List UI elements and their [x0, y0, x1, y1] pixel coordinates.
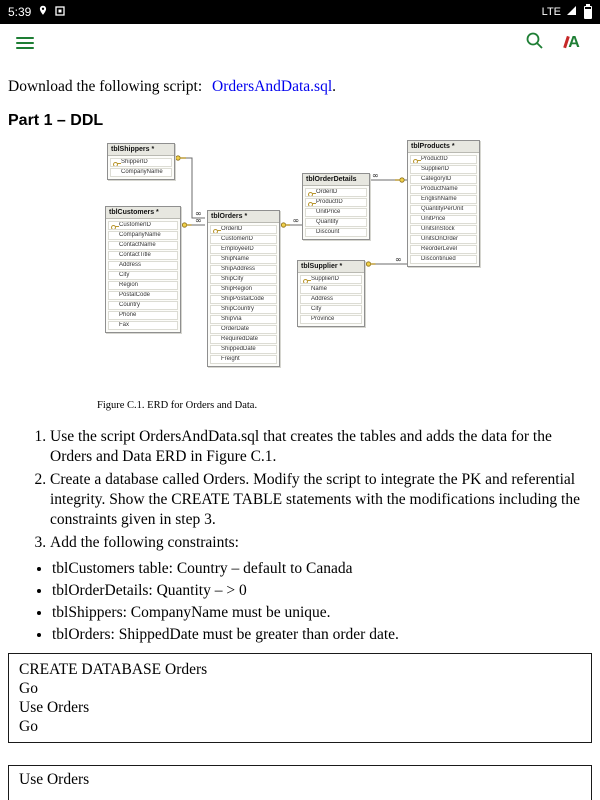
- erd-field: [410, 215, 477, 224]
- erd-field-name: ShipVia: [221, 316, 242, 322]
- erd-field: [410, 195, 477, 204]
- erd-field: [210, 295, 277, 304]
- reader-app-icon-letter: A: [568, 34, 580, 51]
- erd-field-name: ShipCity: [221, 276, 244, 282]
- primary-key-icon: [213, 229, 221, 233]
- erd-field-name: ReorderLevel: [421, 246, 458, 252]
- erd-field-name: UnitsInStock: [421, 226, 455, 232]
- one-cardinality-key-icon: [281, 223, 290, 227]
- erd-field-name: UnitPrice: [421, 216, 446, 222]
- erd-field-name: UnitPrice: [316, 209, 341, 215]
- erd-table-title: tblOrders *: [208, 211, 279, 223]
- erd-field: [210, 305, 277, 314]
- erd-field-name: Name: [311, 286, 328, 292]
- erd-field: [110, 158, 172, 167]
- one-cardinality-key-icon: [395, 178, 404, 182]
- intro-period: .: [332, 78, 337, 95]
- sql-box-1: [8, 653, 592, 743]
- sql-box-2: [8, 765, 592, 800]
- erd-field: [410, 235, 477, 244]
- primary-key-icon: [113, 162, 121, 166]
- one-cardinality-key-icon: [366, 262, 375, 266]
- many-cardinality-icon: ∞: [292, 216, 300, 225]
- erd-field: [108, 291, 178, 300]
- erd-field: [305, 208, 367, 217]
- erd-field-name: City: [119, 272, 130, 278]
- erd-field-name: SupplierID: [311, 276, 340, 282]
- erd-field: [108, 281, 178, 290]
- erd-field: [300, 315, 362, 324]
- erd-field: [300, 285, 362, 294]
- erd-field: [108, 311, 178, 320]
- erd-field-name: EnglishName: [421, 196, 457, 202]
- many-cardinality-icon: ∞: [395, 255, 402, 264]
- erd-field-name: ProductID: [316, 199, 343, 205]
- section-heading: Part 1 – DDL: [8, 112, 104, 129]
- erd-field-name: CustomerID: [221, 236, 254, 242]
- erd-field: [210, 345, 277, 354]
- numbered-item: 3. Add the following constraints:: [50, 533, 592, 553]
- erd-field: [108, 271, 178, 280]
- erd-field: [300, 305, 362, 314]
- erd-field: [305, 228, 367, 237]
- location-icon: [38, 5, 48, 19]
- erd-field: [108, 241, 178, 250]
- signal-icon: [566, 5, 577, 19]
- erd-field-name: OrderID: [221, 226, 243, 232]
- erd-field-name: ContactTitle: [119, 252, 151, 258]
- erd-table-supplier: [297, 260, 365, 327]
- erd-field-name: Province: [311, 316, 335, 322]
- erd-field: [410, 155, 477, 164]
- erd-field-name: Fax: [119, 322, 130, 328]
- erd-field: [410, 175, 477, 184]
- erd-table-title: tblSupplier *: [298, 261, 364, 273]
- erd-field-name: CategoryID: [421, 176, 452, 182]
- erd-field-name: ProductName: [421, 186, 458, 192]
- sql-line: Go: [19, 680, 38, 697]
- numbered-item: 1. Use the script OrdersAndData.sql that creates the tables and adds the data for the Orders and Data ERD in Figure C.1.: [50, 427, 592, 467]
- erd-field-name: ShipPostalCode: [221, 296, 265, 302]
- intro-paragraph: [8, 78, 592, 96]
- erd-field-name: CompanyName: [119, 232, 161, 238]
- erd-table-customers: [105, 206, 181, 333]
- status-bar: [0, 0, 600, 24]
- erd-field: [300, 295, 362, 304]
- numbered-list: [8, 427, 592, 553]
- erd-field: [110, 168, 172, 177]
- primary-key-icon: [111, 225, 119, 229]
- notification-icon: [55, 5, 65, 19]
- erd-field: [305, 198, 367, 207]
- erd-table-orderdetails: [302, 173, 370, 240]
- erd-field-name: OrderDate: [221, 326, 250, 332]
- bullet-item: • tblOrderDetails: Quantity – > 0: [52, 581, 592, 601]
- erd-field: [410, 225, 477, 234]
- battery-icon: [584, 6, 592, 19]
- erd-table-title: tblProducts *: [408, 141, 479, 153]
- app-toolbar: [0, 24, 600, 62]
- erd-field-name: Region: [119, 282, 139, 288]
- primary-key-icon: [308, 202, 316, 206]
- one-cardinality-key-icon: [182, 223, 191, 227]
- erd-table-title: tblOrderDetails: [303, 174, 369, 186]
- primary-key-icon: [303, 279, 311, 283]
- clock: 5:39: [8, 5, 32, 19]
- erd-table-title: tblShippers *: [108, 144, 174, 156]
- bullet-item: • tblCustomers table: Country – default to Canada: [52, 559, 592, 579]
- erd-field: [108, 261, 178, 270]
- erd-field: [410, 205, 477, 214]
- erd-field-name: CustomerID: [119, 222, 152, 228]
- bullet-item: • tblShippers: CompanyName must be unique.: [52, 603, 592, 623]
- erd-field-name: SupplierID: [421, 166, 450, 172]
- erd-field-name: ShipperID: [121, 159, 148, 165]
- bullet-item: • tblOrders: ShippedDate must be greater than order date.: [52, 625, 592, 645]
- erd-field: [210, 265, 277, 274]
- erd-field-name: ShipRegion: [221, 286, 253, 292]
- erd-field-name: OrderID: [316, 189, 338, 195]
- erd-field-name: QuantityPerUnit: [421, 206, 464, 212]
- erd-field-name: PostalCode: [119, 292, 151, 298]
- erd-field: [210, 275, 277, 284]
- erd-field-name: Quantity: [316, 219, 339, 225]
- erd-field: [210, 315, 277, 324]
- sql-line: CREATE DATABASE Orders: [19, 661, 208, 678]
- one-cardinality-key-icon: [176, 156, 186, 160]
- erd-field: [108, 221, 178, 230]
- numbered-item: 2. Create a database called Orders. Modify the script to integrate the PK and referential integrity. Show the CREATE TABLE statements with the modifications including the constraints given in step 3.: [50, 470, 592, 530]
- erd-field: [108, 321, 178, 330]
- erd-field: [410, 255, 477, 264]
- erd-field: [210, 225, 277, 234]
- erd-table-orders: [207, 210, 280, 367]
- erd-field: [410, 165, 477, 174]
- erd-field-name: EmployeeID: [221, 246, 254, 252]
- erd-diagram: [8, 136, 592, 386]
- many-cardinality-icon: ∞: [372, 171, 379, 180]
- erd-field: [210, 285, 277, 294]
- erd-table-title: tblCustomers *: [106, 207, 180, 219]
- erd-field: [108, 301, 178, 310]
- erd-field-name: ShipCountry: [221, 306, 255, 312]
- erd-field-name: Address: [119, 262, 142, 268]
- erd-field: [108, 251, 178, 260]
- erd-field-name: Phone: [119, 312, 137, 318]
- sql-line: Use Orders: [19, 699, 90, 716]
- primary-key-icon: [308, 192, 316, 196]
- erd-field-name: Freight: [221, 356, 240, 362]
- erd-field-name: Country: [119, 302, 141, 308]
- document-page[interactable]: [0, 78, 600, 800]
- erd-field-name: Address: [311, 296, 334, 302]
- erd-field-name: City: [311, 306, 322, 312]
- erd-field-name: Discount: [316, 229, 340, 235]
- erd-field-name: RequiredDate: [221, 336, 259, 342]
- erd-field: [305, 188, 367, 197]
- menu-icon[interactable]: [16, 37, 34, 49]
- many-cardinality-icon: ∞: [195, 209, 202, 218]
- erd-field-name: Discontinued: [421, 256, 456, 262]
- bullet-list: [8, 559, 592, 645]
- sql-line: Use Orders: [19, 771, 90, 788]
- reader-app-icon[interactable]: [564, 33, 584, 53]
- erd-field: [210, 245, 277, 254]
- primary-key-icon: [413, 159, 421, 163]
- erd-field: [300, 275, 362, 284]
- erd-field: [410, 185, 477, 194]
- intro-text: Download the following script:: [8, 78, 207, 95]
- erd-field: [410, 245, 477, 254]
- erd-field: [108, 231, 178, 240]
- erd-table-products: [407, 140, 480, 267]
- erd-field-name: ShippedDate: [221, 346, 256, 352]
- erd-field-name: CompanyName: [121, 169, 163, 175]
- sql-line: Go: [19, 718, 38, 735]
- many-cardinality-icon: ∞: [195, 216, 202, 225]
- erd-field: [210, 255, 277, 264]
- erd-field: [210, 335, 277, 344]
- erd-table-shippers: [107, 143, 175, 180]
- erd-field: [210, 355, 277, 364]
- network-type: LTE: [541, 6, 561, 18]
- erd-field: [305, 218, 367, 227]
- figure-caption: Figure C.1. ERD for Orders and Data.: [97, 400, 258, 411]
- erd-field-name: ShipAddress: [221, 266, 256, 272]
- erd-field-name: ShipName: [221, 256, 250, 262]
- search-icon[interactable]: [525, 31, 544, 55]
- erd-field-name: ProductID: [421, 156, 448, 162]
- script-link[interactable]: OrdersAndData.sql: [212, 78, 333, 95]
- erd-field: [210, 325, 277, 334]
- erd-field: [210, 235, 277, 244]
- erd-field-name: UnitsOnOrder: [421, 236, 459, 242]
- erd-field-name: ContactName: [119, 242, 156, 248]
